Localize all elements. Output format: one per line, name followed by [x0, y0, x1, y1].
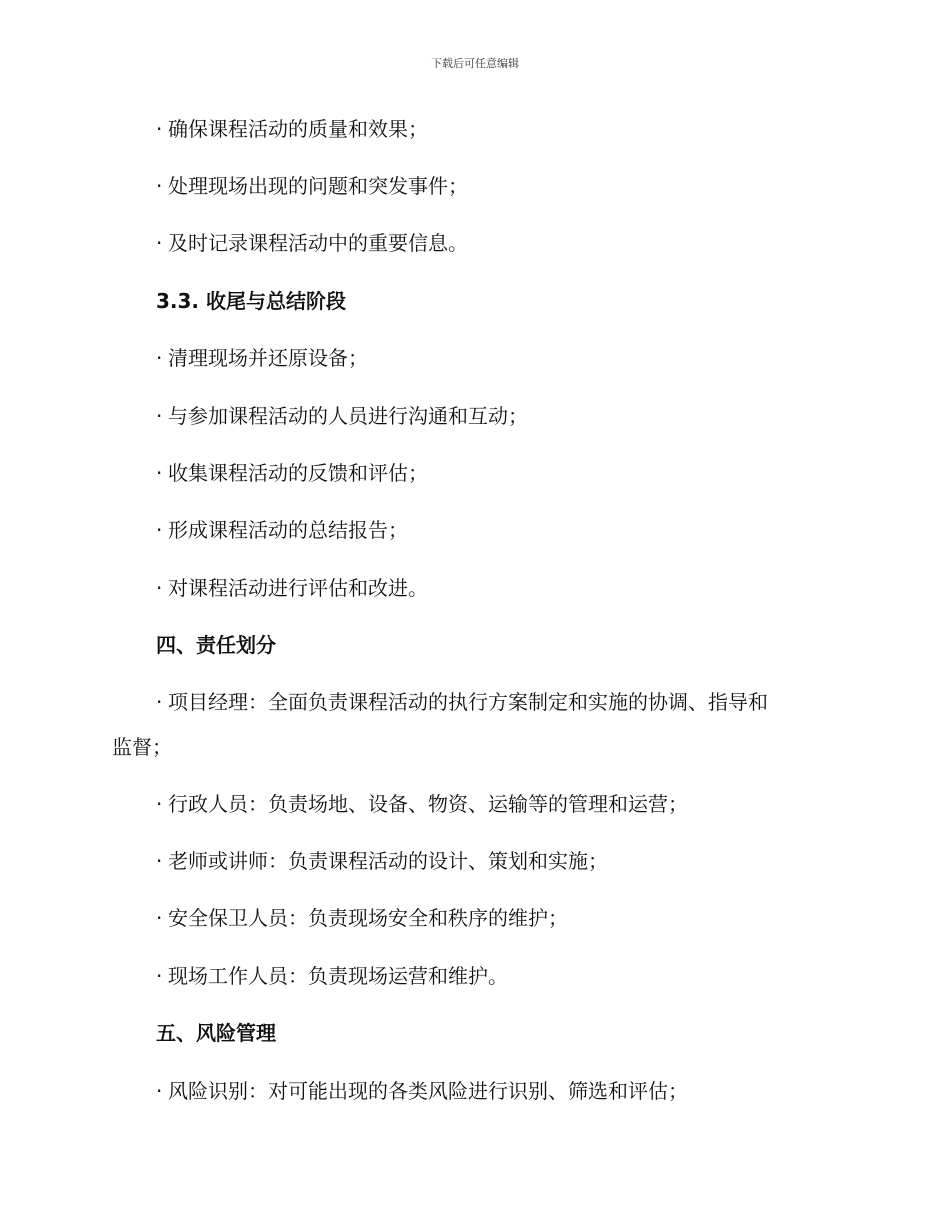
bullet: ·	[156, 849, 163, 873]
list-item	[156, 962, 508, 990]
list-item	[156, 229, 468, 257]
list-item-text: 安全保卫人员：负责现场安全和秩序的维护；	[168, 906, 568, 930]
list-item-text: 老师或讲师：负责课程活动的设计、策划和实施；	[168, 849, 608, 873]
bullet: ·	[156, 518, 163, 542]
list-item	[156, 574, 428, 602]
bullet: ·	[156, 346, 163, 370]
list-item	[156, 344, 368, 372]
page-header: 下载后可任意编辑	[431, 57, 519, 70]
section-heading-5: 五、风险管理	[156, 1021, 276, 1045]
list-item-text: 形成课程活动的总结报告；	[168, 518, 408, 542]
section-heading-4: 四、责任划分	[156, 633, 276, 657]
list-item-text: 行政人员：负责场地、设备、物资、运输等的管理和运营；	[168, 792, 688, 816]
list-item-text: 处理现场出现的问题和突发事件；	[168, 174, 468, 198]
bullet: ·	[156, 792, 163, 816]
list-item	[156, 172, 468, 200]
list-item-text: 项目经理：全面负责课程活动的执行方案制定和实施的协调、指导和	[168, 690, 768, 714]
list-item-text: 收集课程活动的反馈和评估；	[168, 461, 428, 485]
list-item-text: 风险识别：对可能出现的各类风险进行识别、筛选和评估；	[168, 1079, 688, 1103]
bullet: ·	[156, 906, 163, 930]
list-item-text: 对课程活动进行评估和改进。	[168, 576, 428, 600]
list-item	[156, 459, 428, 487]
bullet: ·	[156, 231, 163, 255]
bullet: ·	[156, 1079, 163, 1103]
bullet: ·	[156, 690, 163, 714]
section-heading-3-3: 3.3. 收尾与总结阶段	[156, 289, 346, 313]
list-item-text: 与参加课程活动的人员进行沟通和互动；	[168, 404, 528, 428]
bullet: ·	[156, 404, 163, 428]
list-item-text: 清理现场并还原设备；	[168, 346, 368, 370]
list-item	[156, 904, 568, 932]
list-item	[156, 688, 768, 716]
list-item	[156, 790, 688, 818]
list-item-text: 现场工作人员：负责现场运营和维护。	[168, 964, 508, 988]
bullet: ·	[156, 964, 163, 988]
list-item-text: 及时记录课程活动中的重要信息。	[168, 231, 468, 255]
bullet: ·	[156, 461, 163, 485]
list-item-continuation: 监督；	[112, 735, 172, 759]
list-item	[156, 1077, 688, 1105]
bullet: ·	[156, 174, 163, 198]
list-item	[156, 115, 428, 143]
list-item-text: 确保课程活动的质量和效果；	[168, 117, 428, 141]
list-item	[156, 847, 608, 875]
list-item	[156, 516, 408, 544]
bullet: ·	[156, 117, 163, 141]
list-item	[156, 402, 528, 430]
bullet: ·	[156, 576, 163, 600]
